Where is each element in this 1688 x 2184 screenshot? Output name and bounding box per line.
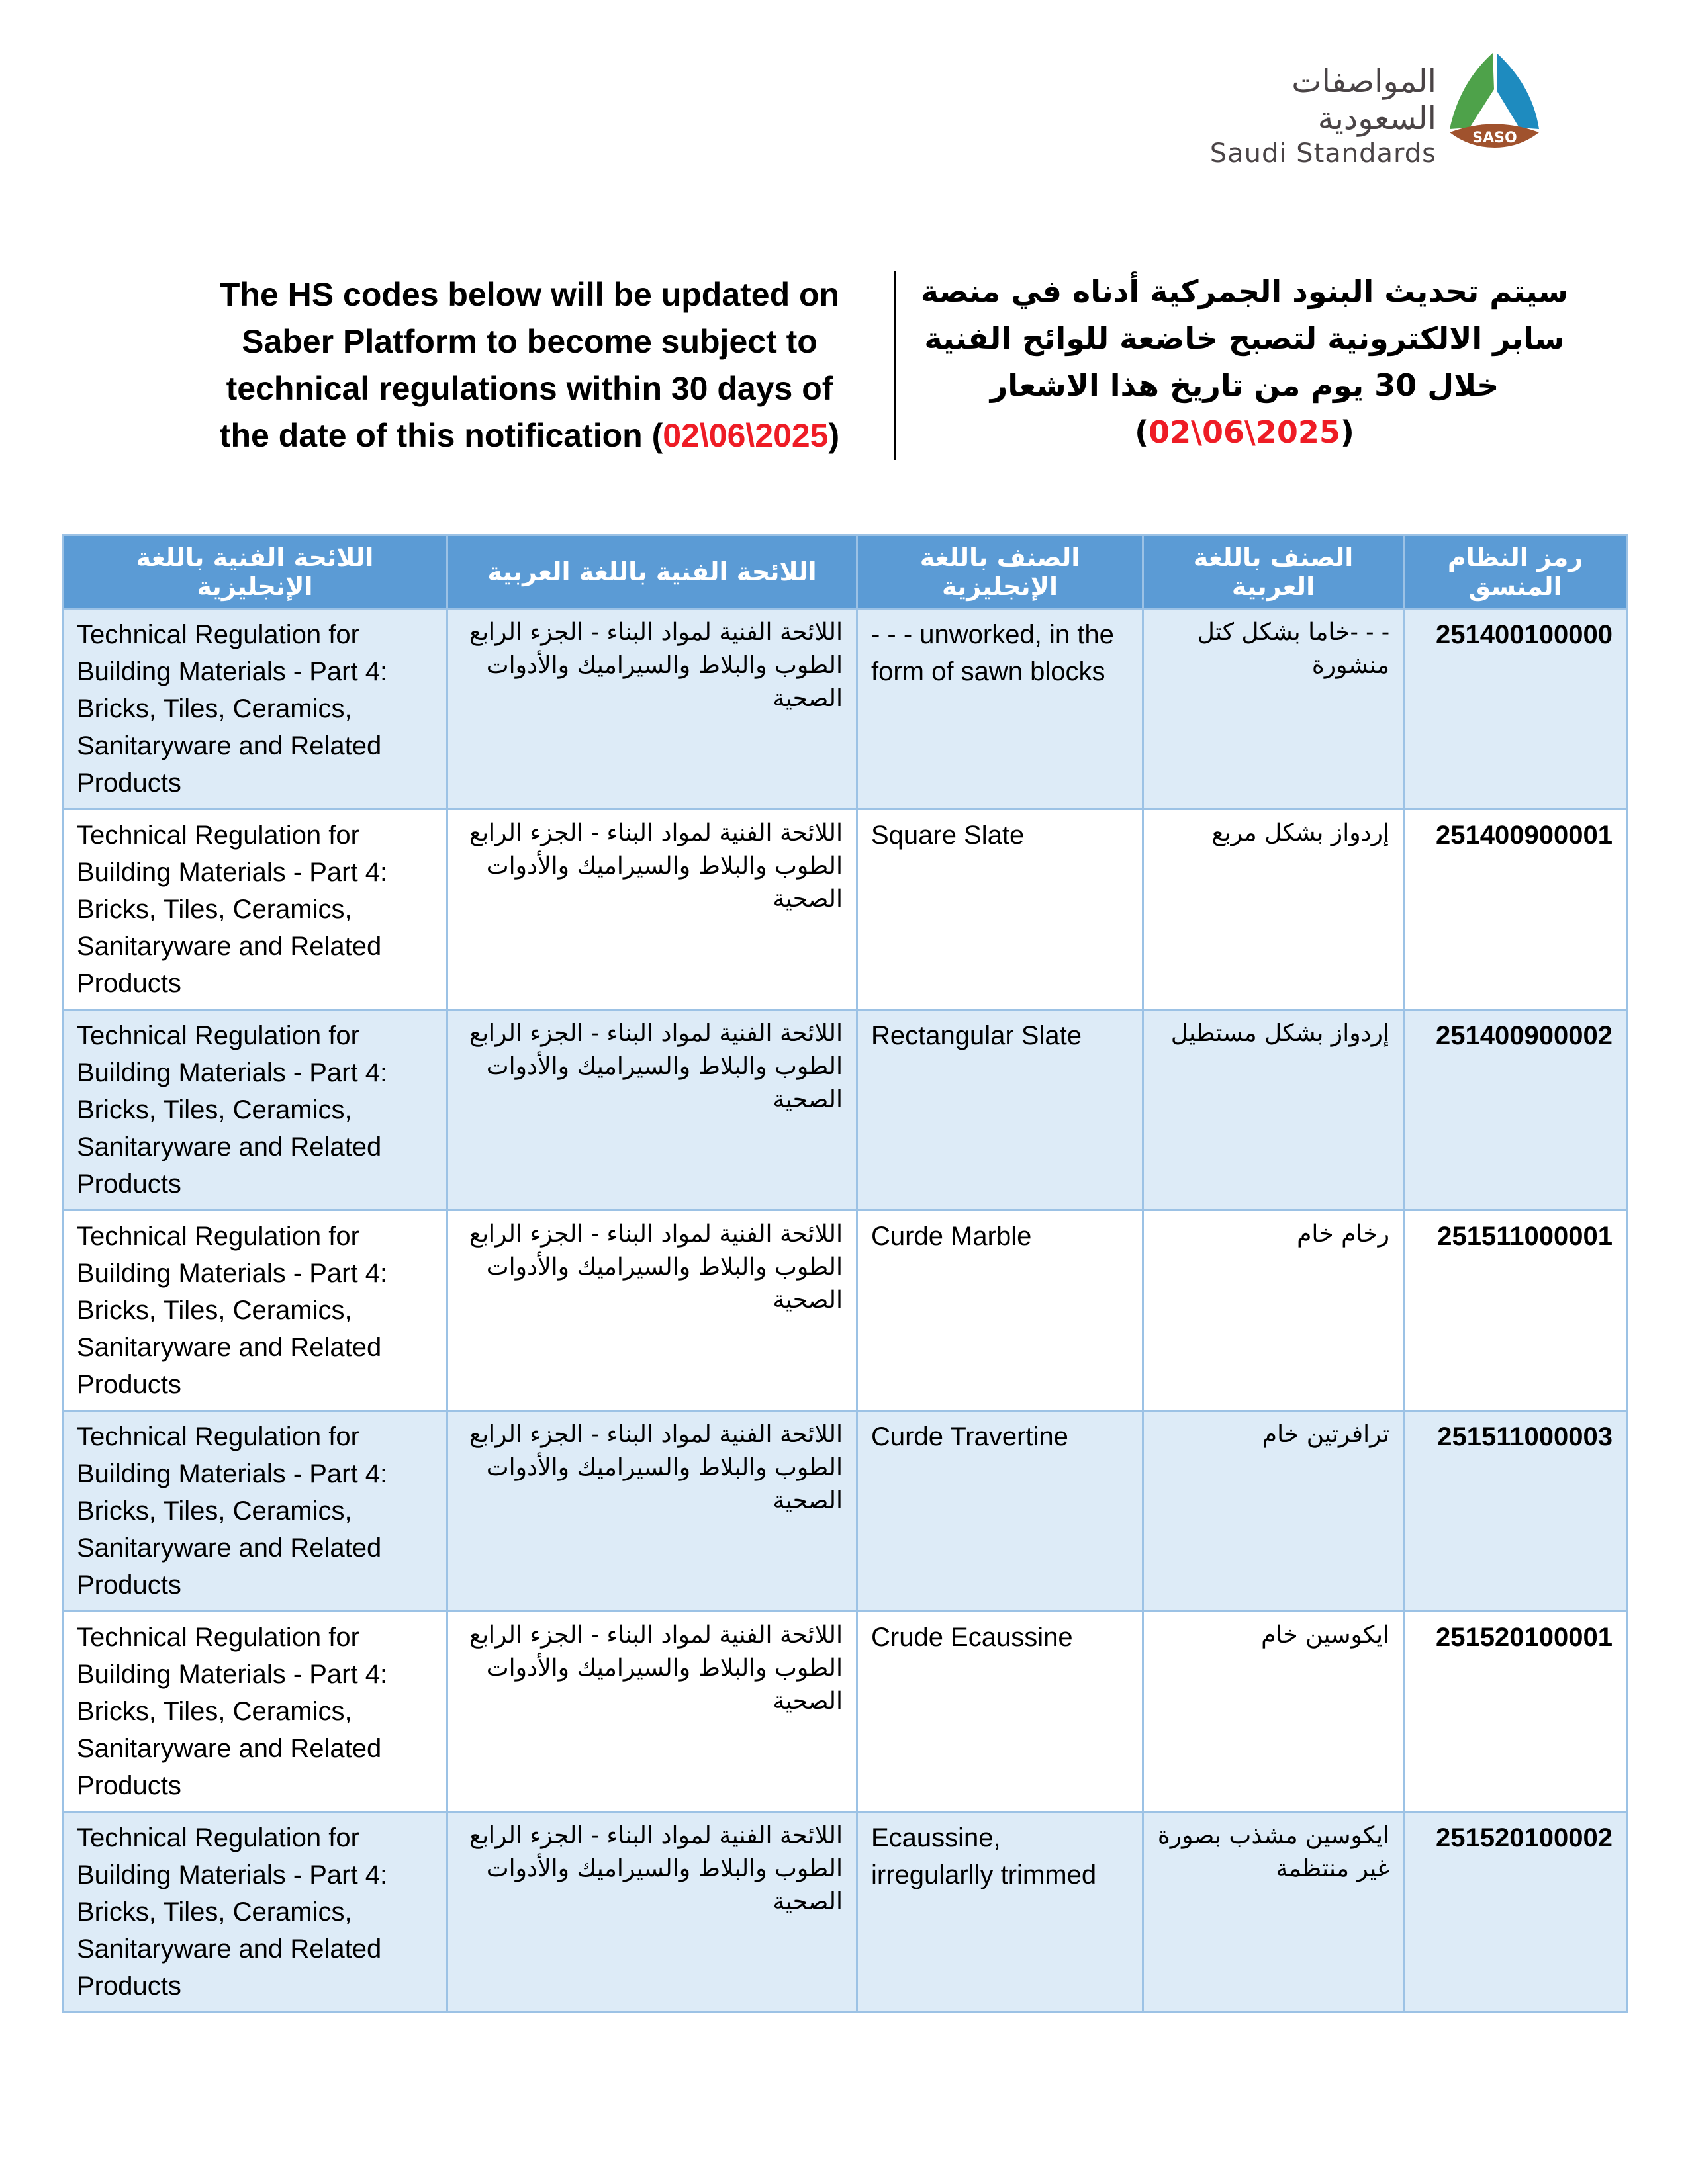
cell-product-en: Ecaussine, irregularlly trimmed bbox=[857, 1812, 1143, 2013]
cell-product-ar: رخام خام bbox=[1143, 1210, 1404, 1411]
header-regulation-ar: اللائحة الفنية باللغة العربية bbox=[447, 535, 857, 609]
cell-product-ar: إردواز بشكل مستطيل bbox=[1143, 1010, 1404, 1210]
intro-english-close: ) bbox=[828, 417, 840, 454]
cell-regulation-ar: اللائحة الفنية لمواد البناء - الجزء الرابع الطوب والبلاط والسيراميك والأدوات الصحية bbox=[447, 1210, 857, 1411]
cell-hs-code: 251511000001 bbox=[1404, 1210, 1627, 1411]
header-hs-code: رمز النظام المنسق bbox=[1404, 535, 1627, 609]
table-row bbox=[63, 1411, 1627, 1612]
table-row bbox=[63, 809, 1627, 1010]
cell-regulation-ar: اللائحة الفنية لمواد البناء - الجزء الرابع الطوب والبلاط والسيراميك والأدوات الصحية bbox=[447, 809, 857, 1010]
table-row bbox=[63, 1210, 1627, 1411]
cell-regulation-en: Technical Regulation for Building Materials - Part 4: Bricks, Tiles, Ceramics, Sanitaryware and Related Products bbox=[63, 809, 447, 1010]
cell-regulation-en: Technical Regulation for Building Materials - Part 4: Bricks, Tiles, Ceramics, Sanitaryware and Related Products bbox=[63, 1010, 447, 1210]
logo-blue-segment bbox=[1497, 53, 1539, 129]
cell-regulation-ar: اللائحة الفنية لمواد البناء - الجزء الرابع الطوب والبلاط والسيراميك والأدوات الصحية bbox=[447, 609, 857, 809]
cell-regulation-en: Technical Regulation for Building Materials - Part 4: Bricks, Tiles, Ceramics, Sanitaryware and Related Products bbox=[63, 1612, 447, 1812]
cell-product-ar: إردواز بشكل مربع bbox=[1143, 809, 1404, 1010]
header-regulation-en: اللائحة الفنية باللغة الإنجليزية bbox=[63, 535, 447, 609]
cell-regulation-ar: اللائحة الفنية لمواد البناء - الجزء الرابع الطوب والبلاط والسيراميك والأدوات الصحية bbox=[447, 1612, 857, 1812]
cell-hs-code: 251400100000 bbox=[1404, 609, 1627, 809]
logo-green-segment bbox=[1450, 53, 1494, 129]
logo-arabic-text: المواصفات السعودية bbox=[1291, 63, 1436, 137]
cell-hs-code: 251400900001 bbox=[1404, 809, 1627, 1010]
table-row bbox=[63, 1612, 1627, 1812]
intro-english-date: 02\06\2025 bbox=[663, 417, 829, 454]
cell-regulation-en: Technical Regulation for Building Materials - Part 4: Bricks, Tiles, Ceramics, Sanitaryware and Related Products bbox=[63, 1411, 447, 1612]
table-row bbox=[63, 609, 1627, 809]
intro-english bbox=[199, 271, 861, 459]
cell-product-en: - - - unworked, in the form of sawn blocks bbox=[857, 609, 1143, 809]
cell-product-en: Square Slate bbox=[857, 809, 1143, 1010]
table-header-row bbox=[63, 535, 1627, 609]
table-row bbox=[63, 1812, 1627, 2013]
cell-hs-code: 251511000003 bbox=[1404, 1411, 1627, 1612]
cell-regulation-ar: اللائحة الفنية لمواد البناء - الجزء الرابع الطوب والبلاط والسيراميك والأدوات الصحية bbox=[447, 1010, 857, 1210]
intro-divider bbox=[894, 271, 896, 460]
cell-product-ar: - - -خاما بشكل كتل منشورة bbox=[1143, 609, 1404, 809]
cell-hs-code: 251520100001 bbox=[1404, 1612, 1627, 1812]
cell-product-ar: ترافرتين خام bbox=[1143, 1411, 1404, 1612]
header-product-ar: الصنف باللغة العربية bbox=[1143, 535, 1404, 609]
saso-logo bbox=[1205, 50, 1556, 169]
cell-product-en: Crude Ecaussine bbox=[857, 1612, 1143, 1812]
cell-regulation-ar: اللائحة الفنية لمواد البناء - الجزء الرابع الطوب والبلاط والسيراميك والأدوات الصحية bbox=[447, 1812, 857, 2013]
saso-triangle-icon bbox=[1446, 50, 1542, 149]
cell-product-ar: ايكوسين مشذب بصورة غير منتظمة bbox=[1143, 1812, 1404, 2013]
cell-product-en: Curde Travertine bbox=[857, 1411, 1143, 1612]
intro-arabic-date: 2025\06\02 bbox=[1149, 414, 1340, 450]
cell-regulation-en: Technical Regulation for Building Materials - Part 4: Bricks, Tiles, Ceramics, Sanitaryware and Related Products bbox=[63, 1812, 447, 2013]
cell-product-en: Curde Marble bbox=[857, 1210, 1143, 1411]
cell-regulation-en: Technical Regulation for Building Materials - Part 4: Bricks, Tiles, Ceramics, Sanitaryware and Related Products bbox=[63, 1210, 447, 1411]
cell-regulation-en: Technical Regulation for Building Materials - Part 4: Bricks, Tiles, Ceramics, Sanitaryware and Related Products bbox=[63, 609, 447, 809]
cell-regulation-ar: اللائحة الفنية لمواد البناء - الجزء الرابع الطوب والبلاط والسيراميك والأدوات الصحية bbox=[447, 1411, 857, 1612]
cell-product-en: Rectangular Slate bbox=[857, 1010, 1143, 1210]
logo-wordmark bbox=[1205, 63, 1436, 170]
intro-english-text: The HS codes below will be updated on Saber Platform to become subject to technical regulations within 30 days of the date of this notification ( bbox=[219, 276, 840, 454]
header-product-en: الصنف باللغة الإنجليزية bbox=[857, 535, 1143, 609]
logo-badge-text: SASO bbox=[1472, 130, 1517, 146]
table-row bbox=[63, 1010, 1627, 1210]
intro-arabic-close: ) bbox=[1135, 414, 1149, 450]
cell-hs-code: 251400900002 bbox=[1404, 1010, 1627, 1210]
logo-english-text: Saudi Standards bbox=[1209, 138, 1436, 169]
intro-arabic-text: سيتم تحديث البنود الجمركية أدناه في منصة سابر الالكترونية لتصبح خاضعة للوائح الفنية خلال 30 يوم من تاريخ هذا الاشعار ( bbox=[920, 273, 1569, 450]
cell-product-ar: ايكوسين خام bbox=[1143, 1612, 1404, 1812]
intro-arabic bbox=[907, 268, 1582, 456]
hs-codes-table bbox=[62, 534, 1628, 2013]
cell-hs-code: 251520100002 bbox=[1404, 1812, 1627, 2013]
